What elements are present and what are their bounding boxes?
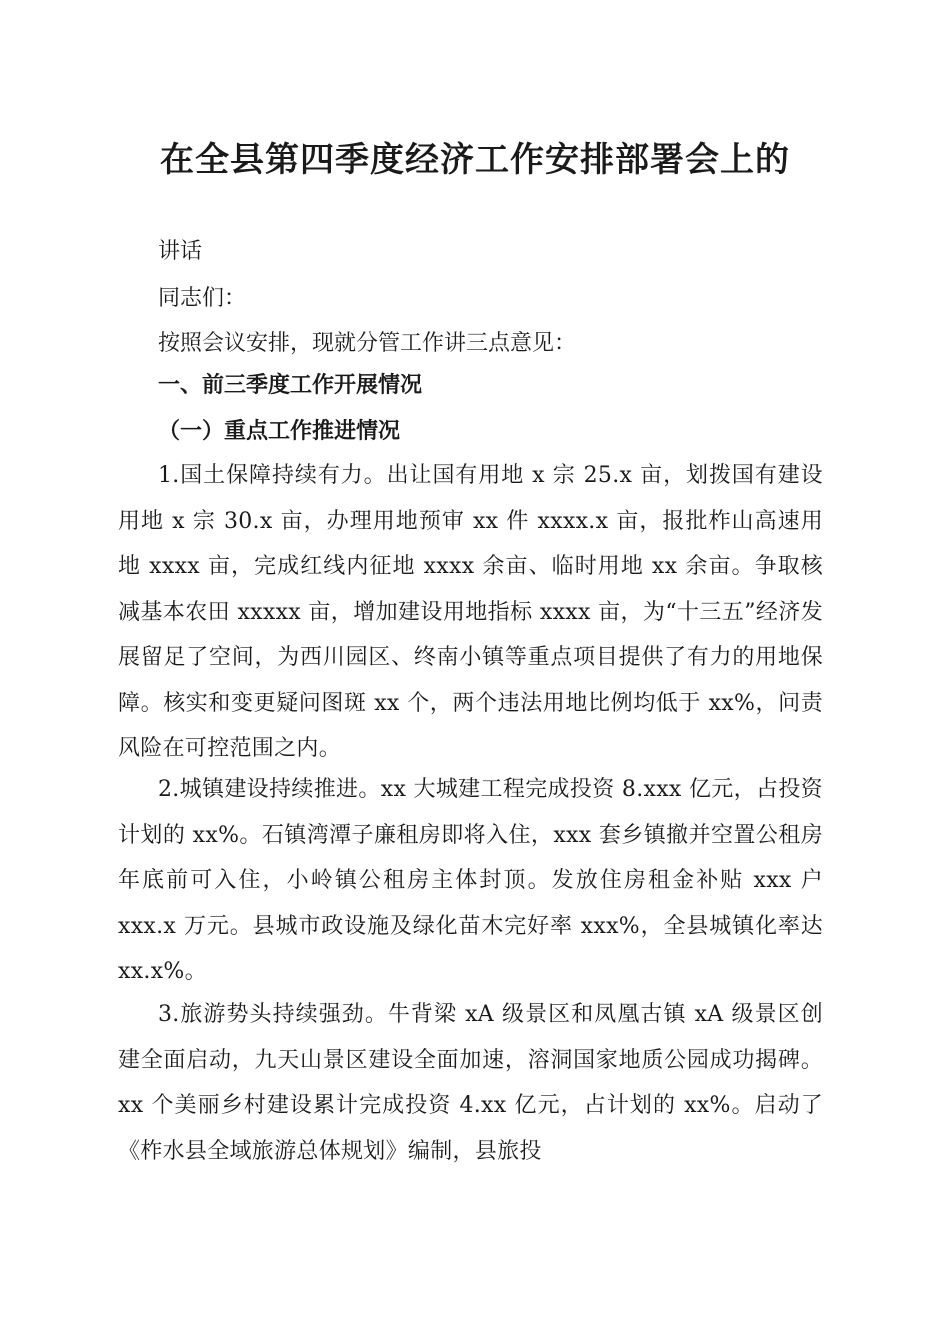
paragraph-land: 1.国土保障持续有力。出让国有用地 x 宗 25.x 亩，划拨国有建设用地 x 宗 30.x 亩，办理用地预审 xx 件 xxxx.x 亩，报批柞山高速用地 xxxx 亩，完成红线内征地 xxxx 余亩、临时用地 xx 余亩。争取核减基本农田 xxxxx 亩，增加建设用地指标 xxxx 亩，为“十三五”经济发展留足了空间，为西川园区、终南小镇等重点项目提供了有力的用地保障。核实和变更疑问图斑 xx 个，两个违法用地比例均低于 xx%，问责风险在可控范围之内。 (118, 463, 823, 761)
salutation: 同志们： (158, 286, 247, 311)
intro-text: 按照会议安排，现就分管工作讲三点意见： (158, 331, 577, 356)
paragraph-tourism: 3.旅游势头持续强劲。牛背梁 xA 级景区和凤凰古镇 xA 级景区创建全面启动，九天山景区建设全面加速，溶洞国家地质公园成功揭碑。xx 个美丽乡村建设累计完成投资 4.xx 亿元，占计划的 xx%。启动了《柞水县全域旅游总体规划》编制，县旅投 (118, 1002, 823, 1164)
document-title-continuation: 讲话 (158, 239, 203, 264)
subsection-heading: （一）重点工作推进情况 (158, 418, 401, 444)
paragraph-urban: 2.城镇建设持续推进。xx 大城建工程完成投资 8.xxx 亿元，占投资计划的 xx%。石镇湾潭子廉租房即将入住，xxx 套乡镇撤并空置公租房年底前可入住，小岭镇公租房主体封顶。发放住房租金补贴 xxx 户 xxx.x 万元。县城市政设施及绿化苗木完好率 xxx%，全县城镇化率达 xx.x%。 (118, 777, 823, 984)
section-heading: 一、前三季度工作开展情况 (158, 373, 423, 398)
document-title: 在全县第四季度经济工作安排部署会上的 (160, 140, 790, 180)
